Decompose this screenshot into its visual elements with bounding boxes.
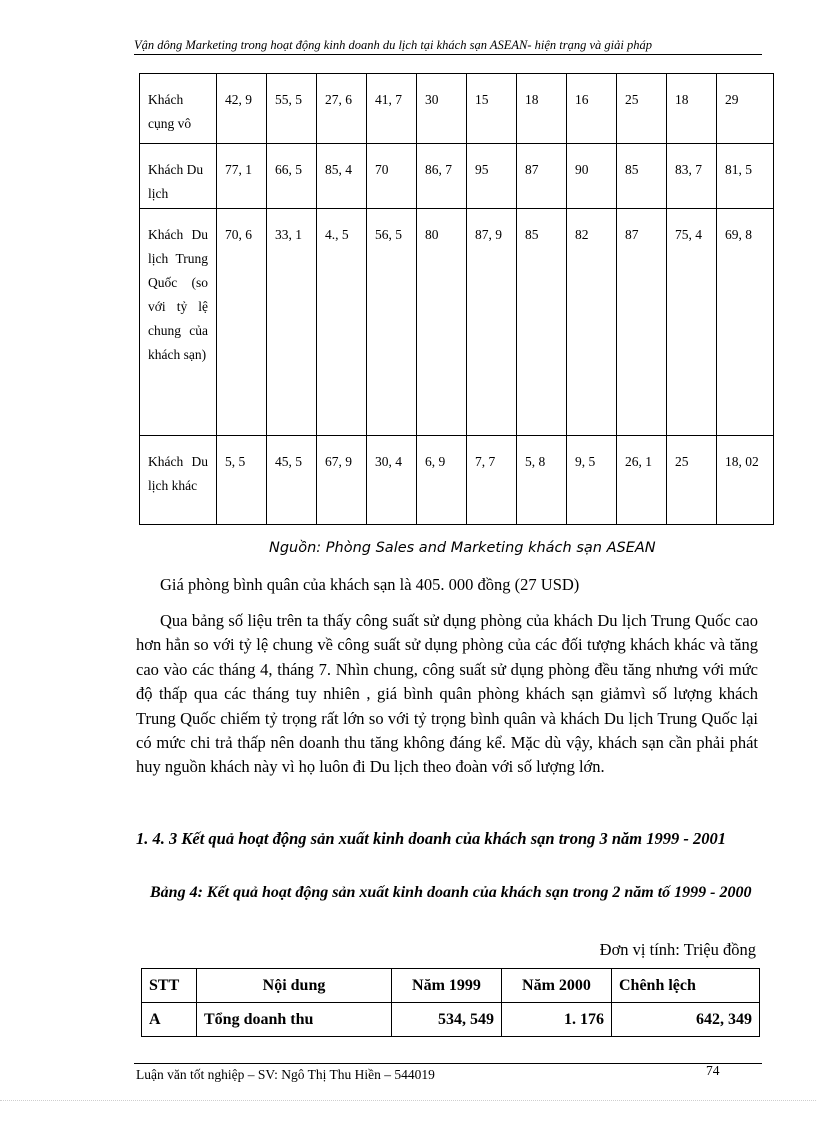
running-header: Vận dông Marketing trong hoạt động kinh doanh du lịch tại khách sạn ASEAN- hiện trạng và giải pháp bbox=[134, 37, 762, 55]
cell: 70, 6 bbox=[217, 209, 267, 436]
col-header: Chênh lệch bbox=[612, 969, 760, 1003]
cell: 26, 1 bbox=[617, 436, 667, 525]
cell: 25 bbox=[667, 436, 717, 525]
cell: 9, 5 bbox=[567, 436, 617, 525]
body-paragraph: Qua bảng số liệu trên ta thấy công suất sử dụng phòng của khách Du lịch Trung Quốc cao hơn hẳn so với tỷ lệ chung về công suất sử dụng phòng của các đối tượng khách khác và tăng cao vào các tháng 4, tháng 7. Nhìn chung, công suất sử dụng phòng đều tăng nhưng với mức độ thấp qua các tháng tuy nhiên , giá bình quân phòng khách sạn giảmvì số lượng khách Trung Quốc chiếm tỷ trọng rất lớn so với tỷ trọng bình quân và khách Du lịch Trung Quốc lại có mức chi trả thấp nên doanh thu tăng không đáng kể. Mặc dù vậy, khách sạn cần phải phát huy nguồn khách này vì họ luôn đi Du lịch theo đoàn với số lượng lớn. bbox=[136, 611, 758, 777]
cell: 55, 5 bbox=[267, 74, 317, 144]
table-row bbox=[140, 74, 774, 144]
footer-divider bbox=[134, 1063, 762, 1064]
cell: 56, 5 bbox=[367, 209, 417, 436]
table-caption: Bảng 4: Kết quả hoạt động sản xuất kinh doanh của khách sạn trong 2 năm tố 1999 - 2000 bbox=[150, 884, 752, 901]
row-label: Khách Du lịch khác bbox=[140, 436, 217, 525]
cell: 85 bbox=[617, 144, 667, 209]
table-source: Nguồn: Phòng Sales and Marketing khách sạn ASEAN bbox=[269, 540, 656, 556]
cell: 27, 6 bbox=[317, 74, 367, 144]
cell: Tổng doanh thu bbox=[197, 1003, 392, 1037]
cell: 80 bbox=[417, 209, 467, 436]
cell: 25 bbox=[617, 74, 667, 144]
price-line: Giá phòng bình quân của khách sạn là 405. 000 đồng (27 USD) bbox=[160, 575, 580, 594]
cell: 18 bbox=[517, 74, 567, 144]
cell: 5, 5 bbox=[217, 436, 267, 525]
table-row bbox=[140, 144, 774, 209]
cell: 77, 1 bbox=[217, 144, 267, 209]
section-heading: 1. 4. 3 Kết quả hoạt động sản xuất kinh doanh của khách sạn trong 3 năm 1999 - 2001 bbox=[136, 829, 727, 848]
room-occupancy-table bbox=[139, 73, 774, 525]
cell: 7, 7 bbox=[467, 436, 517, 525]
cell: 95 bbox=[467, 144, 517, 209]
cell: 69, 8 bbox=[717, 209, 774, 436]
running-footer: Luận văn tốt nghiệp – SV: Ngô Thị Thu Hiền – 544019 bbox=[136, 1067, 435, 1082]
col-header: Năm 1999 bbox=[392, 969, 502, 1003]
business-results-table bbox=[141, 968, 760, 1037]
cell: 70 bbox=[367, 144, 417, 209]
row-label: Khách Du lịch bbox=[140, 144, 217, 209]
cell: 87 bbox=[617, 209, 667, 436]
cell: A bbox=[142, 1003, 197, 1037]
cell: 42, 9 bbox=[217, 74, 267, 144]
table-row bbox=[140, 436, 774, 525]
page-break-line bbox=[0, 1100, 816, 1101]
cell: 81, 5 bbox=[717, 144, 774, 209]
unit-label: Đơn vị tính: Triệu đồng bbox=[599, 940, 756, 959]
cell: 30, 4 bbox=[367, 436, 417, 525]
cell: 5, 8 bbox=[517, 436, 567, 525]
cell: 642, 349 bbox=[612, 1003, 760, 1037]
cell: 82 bbox=[567, 209, 617, 436]
cell: 15 bbox=[467, 74, 517, 144]
cell: 75, 4 bbox=[667, 209, 717, 436]
table-header-row bbox=[142, 969, 760, 1003]
table-row bbox=[142, 1003, 760, 1037]
cell: 66, 5 bbox=[267, 144, 317, 209]
cell: 85 bbox=[517, 209, 567, 436]
row-label: Khách Du lịch Trung Quốc (so với tỷ lệ chung của khách sạn) bbox=[140, 209, 217, 436]
cell: 86, 7 bbox=[417, 144, 467, 209]
page-number: 74 bbox=[706, 1063, 720, 1078]
cell: 83, 7 bbox=[667, 144, 717, 209]
cell: 41, 7 bbox=[367, 74, 417, 144]
col-header: Nội dung bbox=[197, 969, 392, 1003]
cell: 45, 5 bbox=[267, 436, 317, 525]
row-label: Khách cụng vô bbox=[140, 74, 217, 144]
cell: 87 bbox=[517, 144, 567, 209]
cell: 29 bbox=[717, 74, 774, 144]
cell: 1. 176 bbox=[502, 1003, 612, 1037]
col-header: STT bbox=[142, 969, 197, 1003]
cell: 18, 02 bbox=[717, 436, 774, 525]
cell: 18 bbox=[667, 74, 717, 144]
cell: 534, 549 bbox=[392, 1003, 502, 1037]
cell: 6, 9 bbox=[417, 436, 467, 525]
cell: 4., 5 bbox=[317, 209, 367, 436]
cell: 87, 9 bbox=[467, 209, 517, 436]
table-row bbox=[140, 209, 774, 436]
cell: 16 bbox=[567, 74, 617, 144]
cell: 67, 9 bbox=[317, 436, 367, 525]
col-header: Năm 2000 bbox=[502, 969, 612, 1003]
cell: 85, 4 bbox=[317, 144, 367, 209]
cell: 33, 1 bbox=[267, 209, 317, 436]
cell: 90 bbox=[567, 144, 617, 209]
cell: 30 bbox=[417, 74, 467, 144]
